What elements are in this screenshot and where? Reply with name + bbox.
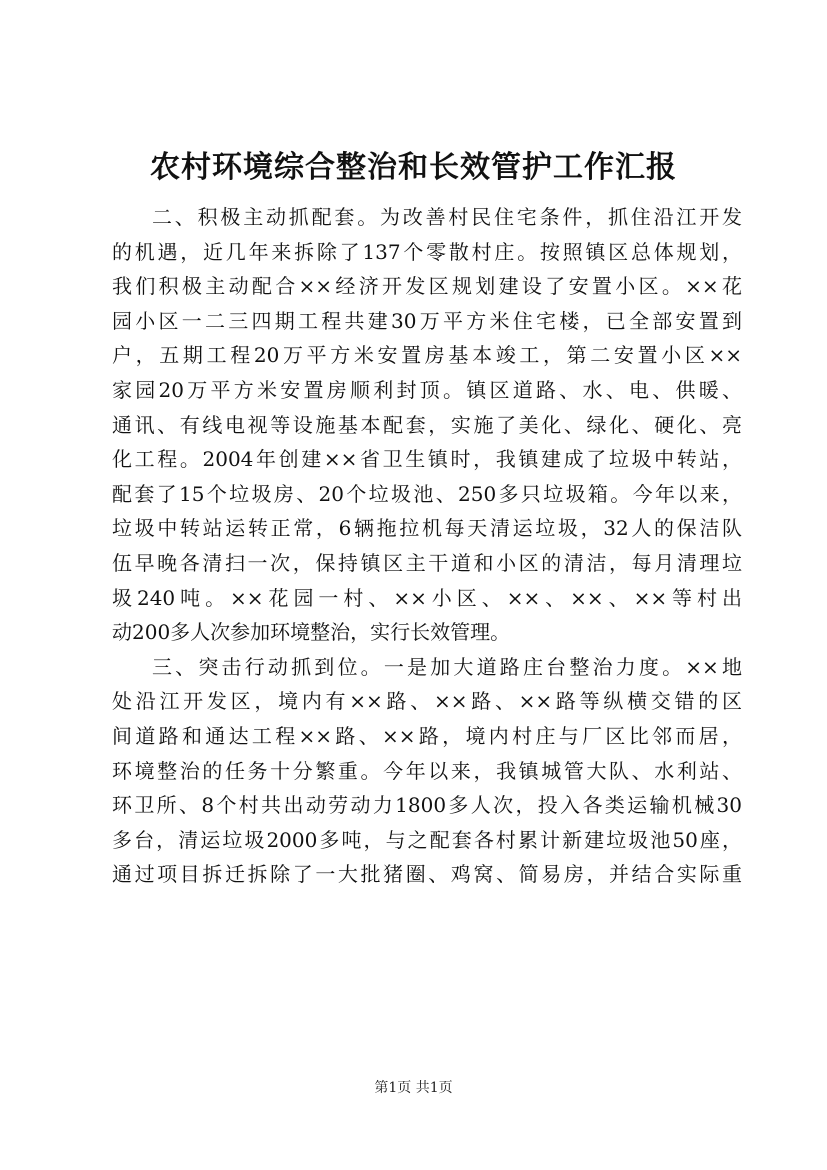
page-title: 农村环境综合整治和长效管护工作汇报 xyxy=(150,150,677,185)
paragraph-line: 的机遇，近几年来拆除了137个零散村庄。按照镇区总体规划， xyxy=(112,239,742,264)
paragraph-line: 动200多人次参加环境整治，实行长效管理。 xyxy=(112,620,511,645)
paragraph-line: 环卫所、8个村共出动劳动力1800多人次，投入各类运输机械30 xyxy=(112,793,742,818)
document-body xyxy=(112,200,742,892)
paragraph-line: 环境整治的任务十分繁重。今年以来，我镇城管大队、水利站、 xyxy=(112,758,742,783)
paragraph-line: 园小区一二三四期工程共建30万平方米住宅楼，已全部安置到 xyxy=(112,308,742,333)
paragraph-line: 多台，清运垃圾2000多吨，与之配套各村累计新建垃圾池50座， xyxy=(112,827,742,852)
paragraph-line: 间道路和通达工程××路、××路，境内村庄与厂区比邻而居， xyxy=(112,723,742,748)
paragraph-line: 垃圾中转站运转正常，6辆拖拉机每天清运垃圾，32人的保洁队 xyxy=(112,516,742,541)
paragraph-line: 户，五期工程20万平方米安置房基本竣工，第二安置小区×× xyxy=(112,343,742,368)
paragraph-line: 我们积极主动配合××经济开发区规划建设了安置小区。××花 xyxy=(112,274,742,299)
paragraph-line: 配套了15个垃圾房、20个垃圾池、250多只垃圾箱。今年以来， xyxy=(112,481,742,506)
paragraph-line: 化工程。2004年创建××省卫生镇时，我镇建成了垃圾中转站， xyxy=(112,447,742,472)
paragraph-line: 处沿江开发区，境内有××路、××路、××路等纵横交错的区 xyxy=(112,689,742,714)
paragraph-line: 通讯、有线电视等设施基本配套，实施了美化、绿化、硬化、亮 xyxy=(112,412,742,437)
paragraph-line: 伍早晚各清扫一次，保持镇区主干道和小区的清洁，每月清理垃 xyxy=(112,550,742,575)
paragraph-line: 家园20万平方米安置房顺利封顶。镇区道路、水、电、供暖、 xyxy=(112,377,742,402)
page-footer: 第1页 共1页 xyxy=(374,1080,453,1096)
paragraph-line: 通过项目拆迁拆除了一大批猪圈、鸡窝、简易房，并结合实际重 xyxy=(112,862,742,887)
paragraph-line: 圾240吨。××花园一村、××小区、××、××、××等村出 xyxy=(112,585,742,610)
paragraph-line: 三、突击行动抓到位。一是加大道路庄台整治力度。××地 xyxy=(152,654,742,679)
paragraph-line: 二、积极主动抓配套。为改善村民住宅条件，抓住沿江开发 xyxy=(152,205,742,229)
